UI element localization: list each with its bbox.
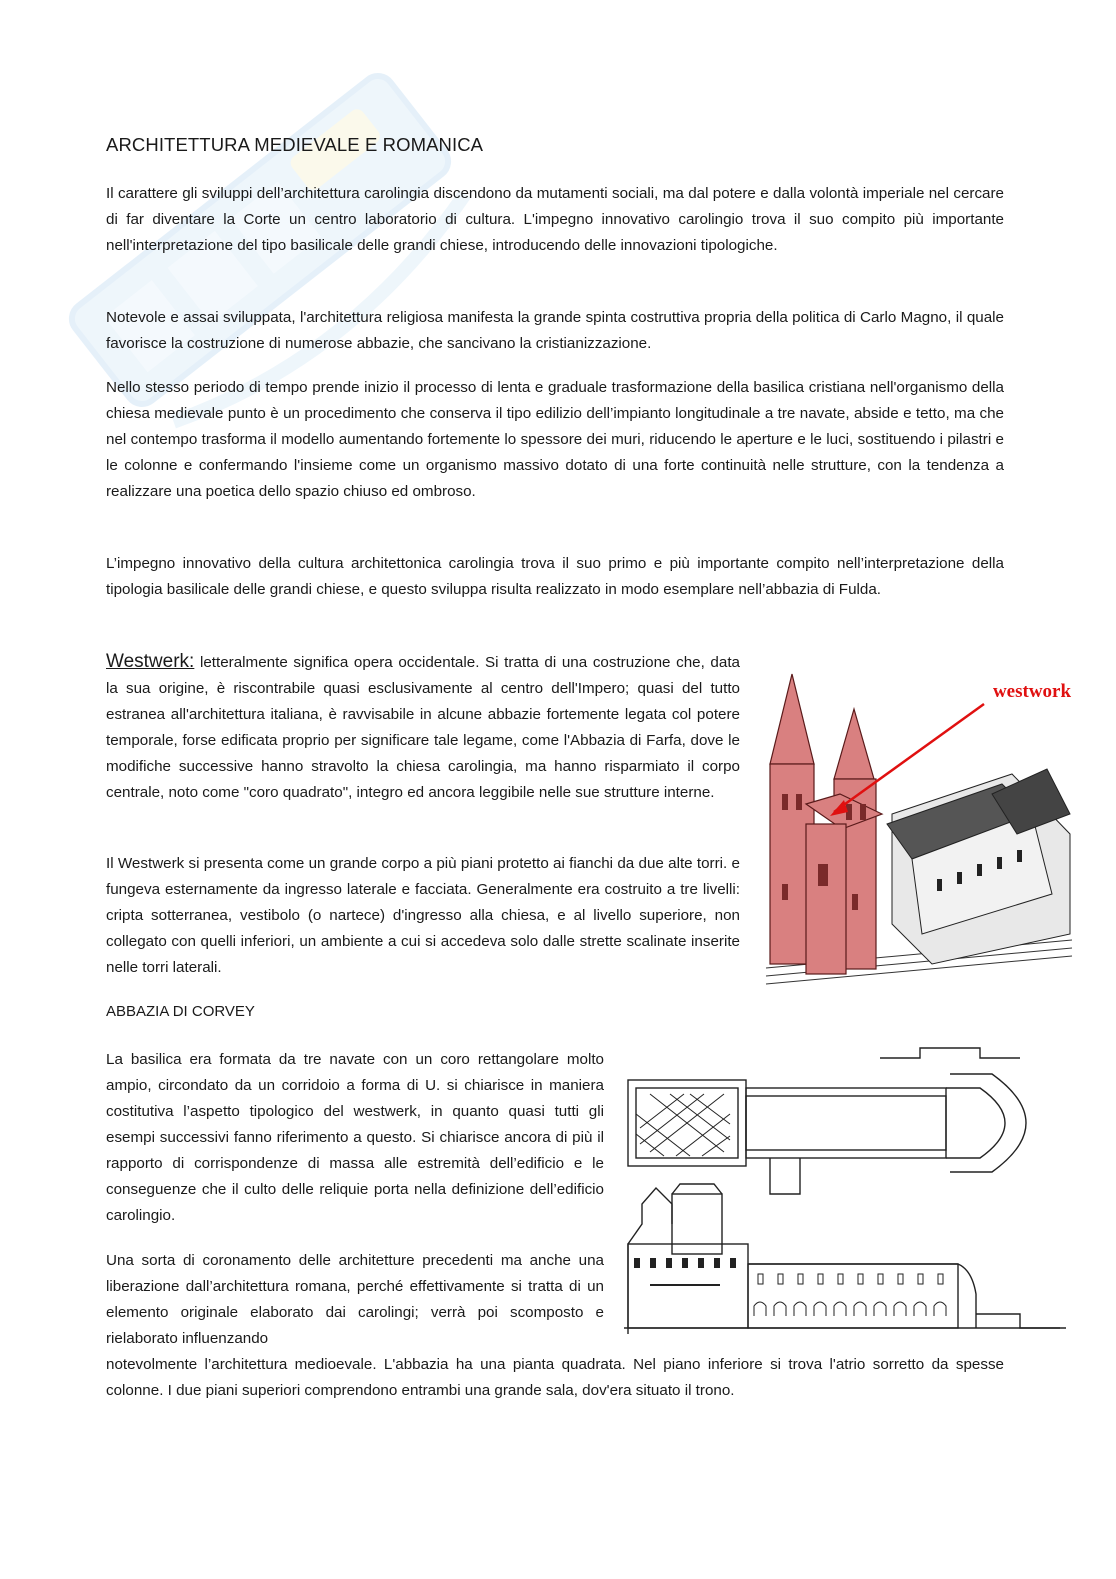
westwerk-term: Westwerk: <box>106 651 195 672</box>
paragraph-trasformazione: Nello stesso periodo di tempo prende inizio il processo di lenta e graduale trasformazione della basilica cristiana nell'organismo della chiesa medievale punto è un procedimento che conserva il tipo edilizio dell’impianto longitudinale a tre navate, abside e tetto, ma che nel contempo trasforma il modello aumentando fortemente lo spessore dei muri, riducendo le aperture e le luci, sostituendo i pilastri e le colonne e confermando l'insieme come un organismo massivo dotato di una forte continuità nelle strutture, con la tendenza a realizzare una poetica dello spazio chiuso ed ombroso. <box>106 379 1004 500</box>
paragraph-corvey-basilica: La basilica era formata da tre navate con un coro rettangolare molto ampio, circondato da un corridoio a forma di U. si chiarisce in maniera costitutiva l’aspetto tipologico del westwerk, in quanto quasi tutti gli esempi successivi fanno riferimento a questo. Si chiarisce ancora di più il rapporto di corrispondenze di massa alle estremità dell’edificio e le conseguenze che il culto delle reliquie porta nella definizione dell’edificio carolingio. <box>106 1051 604 1224</box>
paragraph-corvey-abbazia: notevolmente l’architettura medioevale. L'abbazia ha una pianta quadrata. Nel piano inferiore si trova l'atrio sorretto da spesse colonne. I due piani superiori comprendono entrambi una grande sala, dov'era situato il trono. <box>106 1356 1004 1399</box>
paragraph-westwerk-definition <box>106 649 740 806</box>
westwork-abbey-illustration <box>762 664 1076 988</box>
paragraph-intro: Il carattere gli sviluppi dell’architettura carolingia discendono da mutamenti sociali, ma dal potere e dalla volontà imperiale nel cercare di far diventare la Corte un centro laboratorio di cultura. L'impegno innovativo carolingio trova il suo compito più importante nell'interpretazione del tipo basilicale delle grandi chiese, introducendo delle innovazioni tipologiche. <box>106 185 1004 254</box>
page-title: ARCHITETTURA MEDIEVALE E ROMANICA <box>106 134 484 155</box>
paragraph-carlo-magno: Notevole e assai sviluppata, l'architettura religiosa manifesta la grande spinta costruttiva propria della politica di Carlo Magno, il quale favorisce la costruzione di numerose abbazie, che sancivano la cristianizzazione. <box>106 309 1004 352</box>
section-heading-corvey: ABBAZIA DI CORVEY <box>106 1003 255 1020</box>
paragraph-corvey-coronamento: Una sorta di coronamento delle architetture precedenti ma anche una liberazione dall’architettura romana, perché effettivamente si tratta di un elemento originale elaborato dai carolingi; verrà poi scomposto e rielaborato influenzando <box>106 1252 604 1347</box>
paragraph-westwerk-struttura: Il Westwerk si presenta come un grande corpo a più piani protetto ai fianchi da due alte torri. e fungeva esternamente da ingresso laterale e facciata. Generalmente era costruito a tre livelli: cripta sotterranea, vestibolo (o nartece) d'ingresso alla chiesa, e al livello superiore, non collegato con quelli inferiori, un ambiente a cui si accedeva solo dalle strette scalinate inserite nelle torri laterali. <box>106 855 740 976</box>
corvey-plan-and-section <box>620 1044 1070 1334</box>
westwerk-definition-text: letteralmente significa opera occidentale. Si tratta di una costruzione che, data la sua origine, è riscontrabile quasi esclusivamente al centro dell'Impero; quasi del tutto estranea all'architettura italiana, è ravvisabile in alcune abbazie fortemente legata col potere temporale, forse edificata proprio per significare tale legame, come l'Abbazia di Farfa, dove le modifiche successive hanno stravolto la chiesa carolingia, ma hanno risparmiato il corpo centrale, noto come "coro quadrato", integro ed ancora leggibile nelle sue strutture interne. <box>106 654 740 801</box>
westwork-label: westwork <box>992 681 1072 702</box>
paragraph-fulda: L’impegno innovativo della cultura architettonica carolingia trova il suo primo e più importante compito nell’interpretazione della tipologia basilicale delle grandi chiese, e questo sviluppa risulta realizzato in modo esemplare nell’abbazia di Fulda. <box>106 555 1004 598</box>
